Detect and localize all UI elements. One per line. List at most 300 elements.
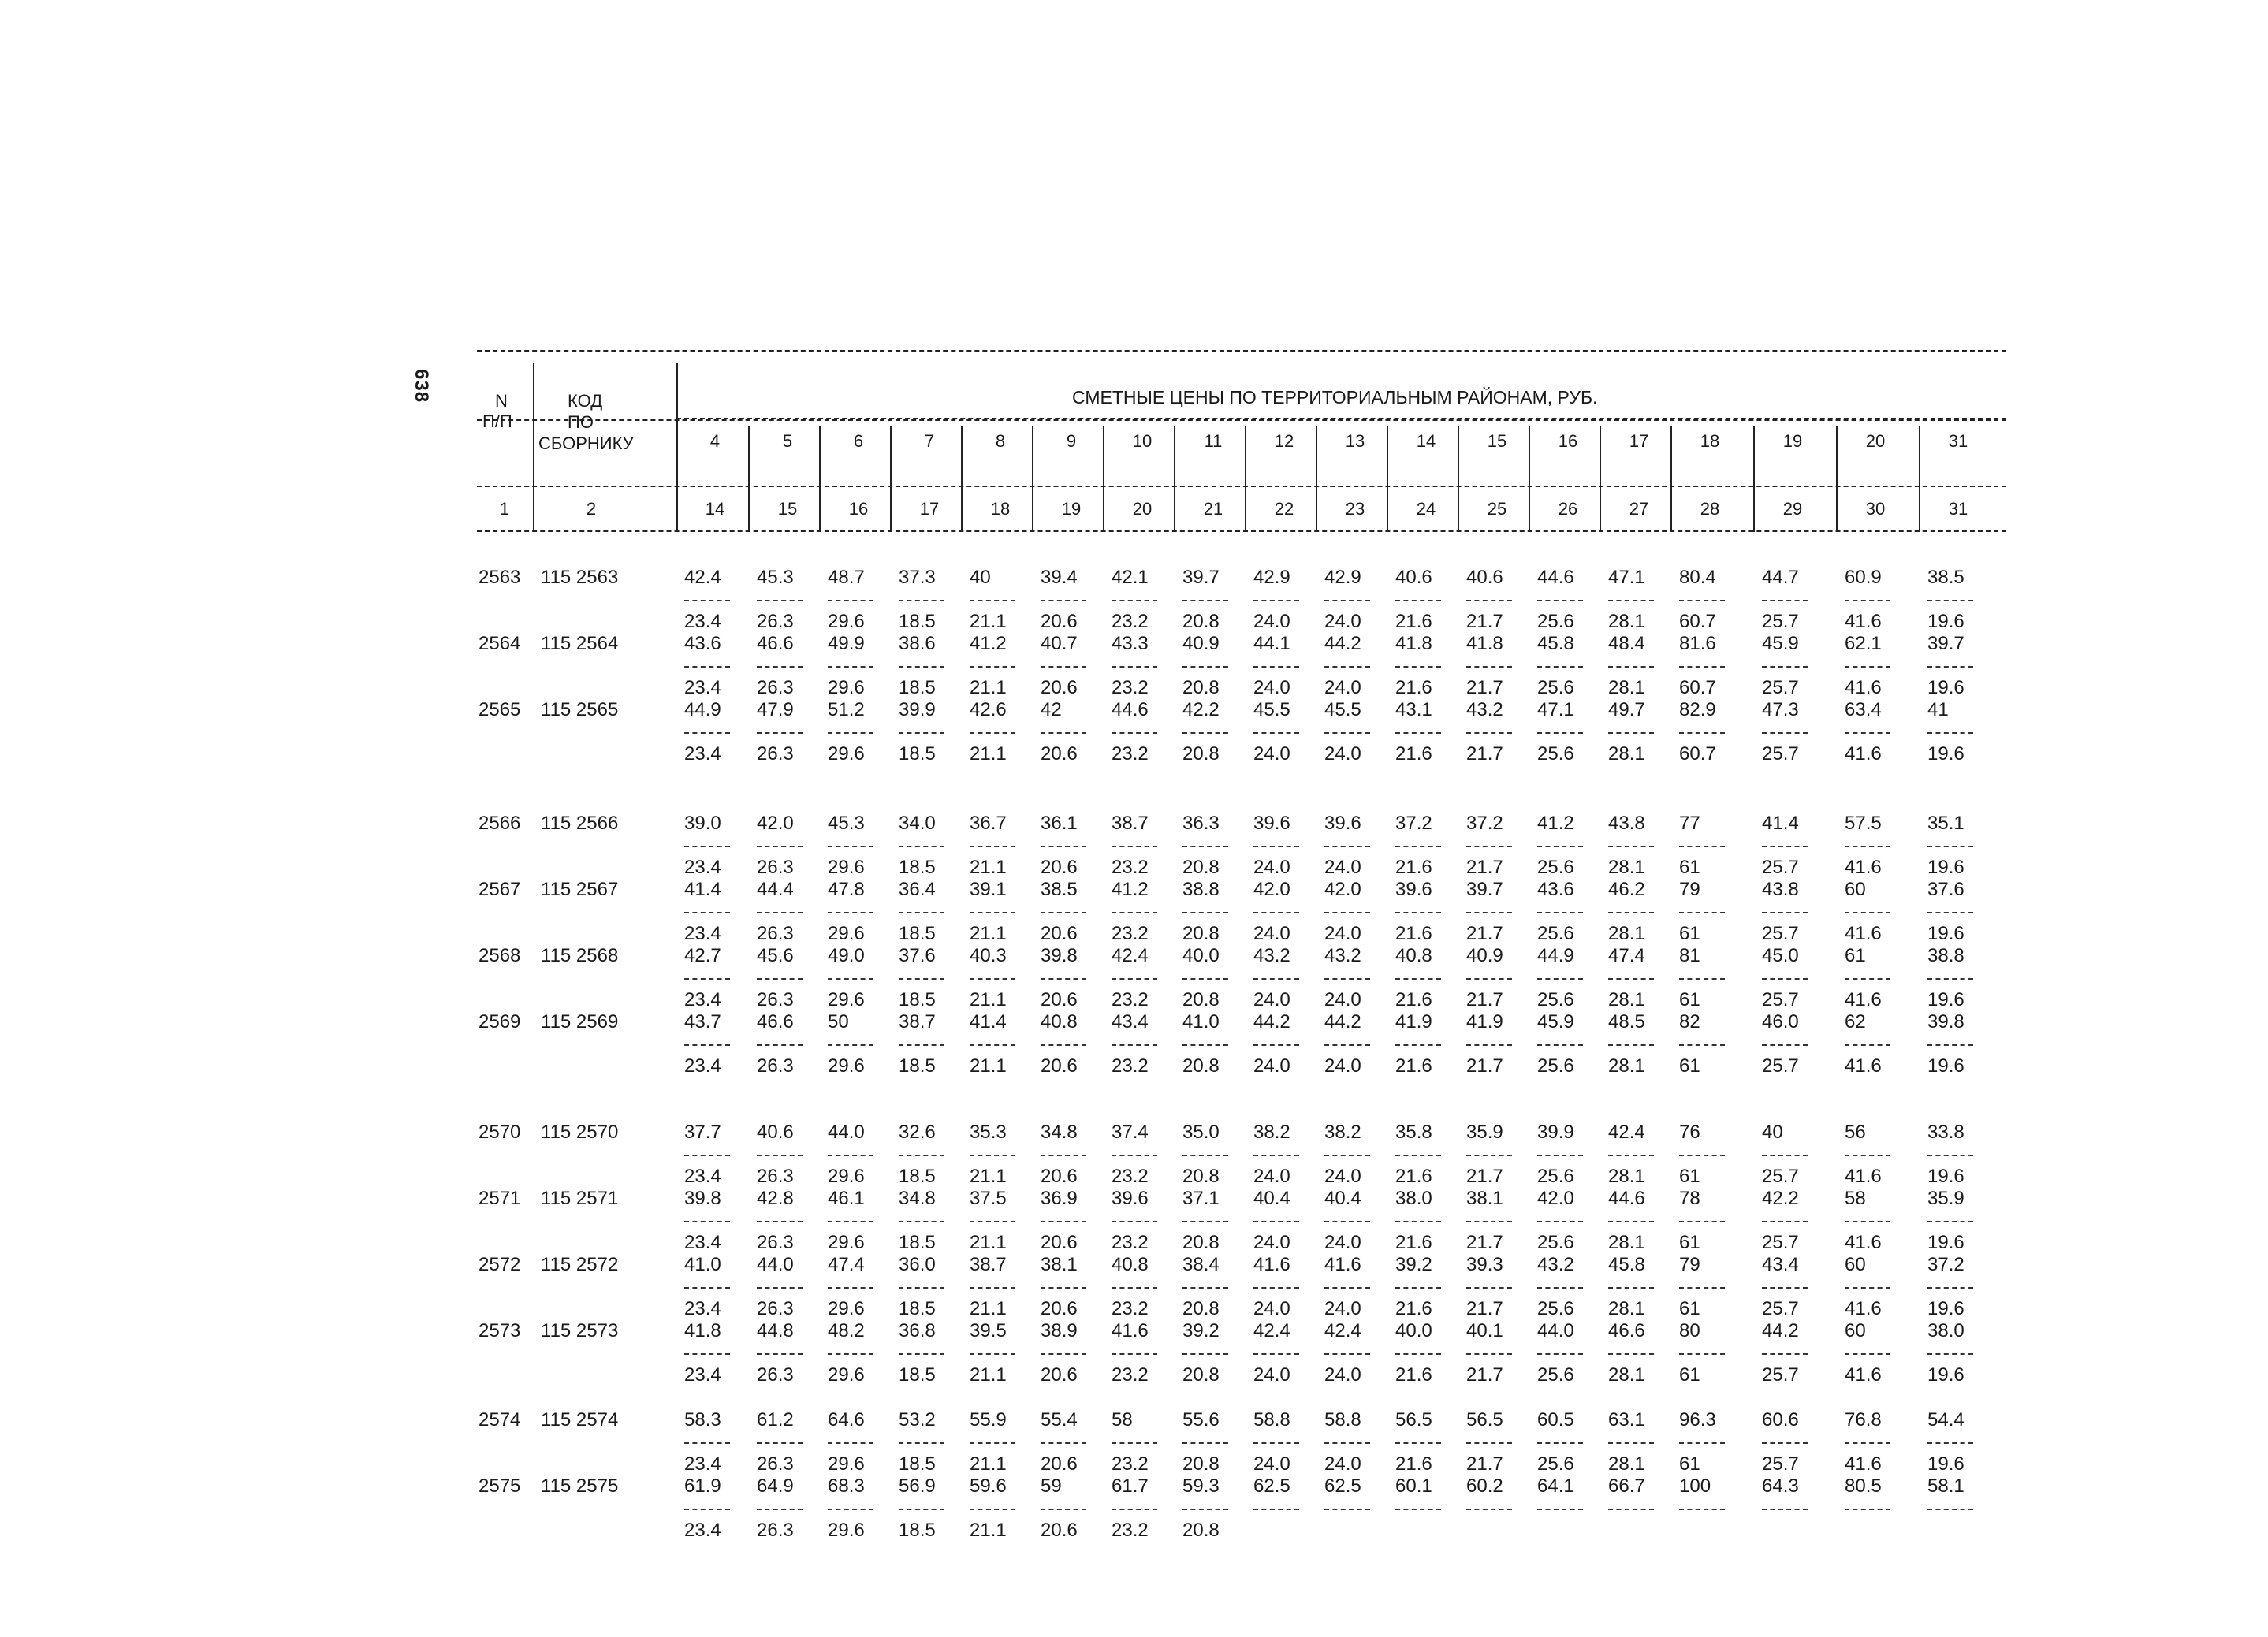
price-denominator: 21.6 xyxy=(1395,989,1432,1010)
fraction-bar xyxy=(1466,978,1512,980)
fraction-bar xyxy=(1041,1221,1086,1222)
header-divider xyxy=(1753,426,1755,532)
price-numerator: 43.8 xyxy=(1762,879,1799,900)
fraction-bar xyxy=(1324,600,1370,601)
price-numerator: 48.4 xyxy=(1608,633,1645,654)
price-denominator: 28.1 xyxy=(1608,1364,1645,1386)
fraction-bar xyxy=(1537,732,1583,734)
price-numerator: 41.8 xyxy=(1466,633,1503,654)
fraction-bar xyxy=(1845,1155,1890,1156)
fraction-bar xyxy=(1679,1221,1725,1222)
price-denominator: 20.8 xyxy=(1182,857,1220,878)
price-numerator: 36.7 xyxy=(970,813,1007,834)
header-divider xyxy=(819,426,821,532)
price-denominator: 41.6 xyxy=(1845,1364,1882,1386)
price-denominator: 18.5 xyxy=(899,1055,936,1077)
price-numerator: 44.9 xyxy=(684,699,721,720)
price-denominator: 18.5 xyxy=(899,923,936,944)
price-numerator: 32.6 xyxy=(899,1122,936,1143)
price-denominator: 41.6 xyxy=(1845,677,1882,698)
price-denominator: 25.6 xyxy=(1537,611,1574,632)
price-numerator: 36.0 xyxy=(899,1254,936,1275)
price-numerator: 38.2 xyxy=(1253,1122,1290,1143)
fraction-bar xyxy=(1762,1442,1808,1444)
fraction-bar xyxy=(828,846,873,847)
district-number: 5 xyxy=(782,431,793,451)
fraction-bar xyxy=(757,1044,803,1046)
fraction-bar xyxy=(1845,732,1890,734)
column-number: 29 xyxy=(1782,499,1803,519)
fraction-bar xyxy=(1927,1044,1973,1046)
price-denominator: 21.1 xyxy=(970,1364,1007,1386)
price-numerator: 33.8 xyxy=(1927,1122,1964,1143)
price-numerator: 59.3 xyxy=(1182,1475,1220,1497)
price-numerator: 44.6 xyxy=(1537,567,1574,588)
price-numerator: 44.2 xyxy=(1762,1320,1799,1341)
fraction-bar xyxy=(970,912,1015,913)
price-numerator: 42.2 xyxy=(1182,699,1220,720)
price-denominator: 21.7 xyxy=(1466,677,1503,698)
price-denominator: 23.4 xyxy=(684,1520,721,1541)
price-numerator: 43.3 xyxy=(1112,633,1149,654)
price-denominator: 23.2 xyxy=(1112,1232,1149,1253)
district-number: 9 xyxy=(1066,431,1077,451)
price-denominator: 24.0 xyxy=(1253,857,1290,878)
fraction-bar xyxy=(828,1221,873,1222)
price-denominator: 23.2 xyxy=(1112,1520,1149,1541)
price-denominator: 41.6 xyxy=(1845,1298,1882,1319)
price-numerator: 58.8 xyxy=(1253,1409,1290,1431)
price-denominator: 28.1 xyxy=(1608,677,1645,698)
fraction-bar xyxy=(1845,978,1890,980)
column-number: 18 xyxy=(990,499,1011,519)
column-number: 28 xyxy=(1700,499,1720,519)
fraction-bar xyxy=(1845,1509,1890,1510)
price-denominator: 19.6 xyxy=(1927,857,1964,878)
price-numerator: 35.1 xyxy=(1927,813,1964,834)
price-denominator: 21.1 xyxy=(970,611,1007,632)
fraction-bar xyxy=(1845,1287,1890,1289)
fraction-bar xyxy=(1253,1221,1299,1222)
fraction-bar xyxy=(1041,846,1086,847)
price-numerator: 82.9 xyxy=(1679,699,1716,720)
fraction-bar xyxy=(970,1442,1015,1444)
price-numerator: 40.9 xyxy=(1466,945,1503,966)
price-denominator: 23.2 xyxy=(1112,989,1149,1010)
price-denominator: 20.6 xyxy=(1041,743,1078,765)
fraction-bar xyxy=(1182,1044,1228,1046)
price-numerator: 35.9 xyxy=(1927,1188,1964,1209)
price-denominator: 20.6 xyxy=(1041,989,1078,1010)
fraction-bar xyxy=(970,1353,1015,1355)
price-numerator: 38.9 xyxy=(1041,1320,1078,1341)
district-number: 31 xyxy=(1948,431,1968,451)
price-numerator: 42.7 xyxy=(684,945,721,966)
price-numerator: 63.1 xyxy=(1608,1409,1645,1431)
price-numerator: 39.3 xyxy=(1466,1254,1503,1275)
price-denominator: 19.6 xyxy=(1927,1364,1964,1386)
row-code: 115 2564 xyxy=(541,633,619,654)
fraction-bar xyxy=(1324,1442,1370,1444)
fraction-bar xyxy=(1927,846,1973,847)
price-numerator: 100 xyxy=(1679,1475,1711,1497)
price-denominator: 23.2 xyxy=(1112,923,1149,944)
fraction-bar xyxy=(899,732,944,734)
fraction-bar xyxy=(970,1155,1015,1156)
price-numerator: 46.1 xyxy=(828,1188,865,1209)
price-denominator: 21.6 xyxy=(1395,1055,1432,1077)
price-numerator: 55.4 xyxy=(1041,1409,1078,1431)
fraction-bar xyxy=(1466,1509,1512,1510)
price-denominator: 20.8 xyxy=(1182,743,1220,765)
district-number: 11 xyxy=(1204,431,1223,451)
price-denominator: 24.0 xyxy=(1324,923,1361,944)
price-numerator: 51.2 xyxy=(828,699,865,720)
fraction-bar xyxy=(1608,1221,1654,1222)
price-denominator: 20.8 xyxy=(1182,989,1220,1010)
price-numerator: 47.3 xyxy=(1762,699,1799,720)
price-numerator: 61.9 xyxy=(684,1475,721,1497)
price-numerator: 35.0 xyxy=(1182,1122,1220,1143)
price-numerator: 37.6 xyxy=(899,945,936,966)
fraction-bar xyxy=(1182,978,1228,980)
price-numerator: 43.4 xyxy=(1112,1011,1149,1032)
price-denominator: 29.6 xyxy=(828,1298,865,1319)
column-number: 20 xyxy=(1132,499,1153,519)
price-denominator: 25.6 xyxy=(1537,1232,1574,1253)
price-denominator: 25.6 xyxy=(1537,923,1574,944)
price-denominator: 23.4 xyxy=(684,1453,721,1475)
row-code: 115 2568 xyxy=(541,945,619,966)
price-denominator: 28.1 xyxy=(1608,611,1645,632)
price-numerator: 38.2 xyxy=(1324,1122,1361,1143)
fraction-bar xyxy=(1845,1442,1890,1444)
fraction-bar xyxy=(1679,1353,1725,1355)
fraction-bar xyxy=(757,1442,803,1444)
fraction-bar xyxy=(1537,1155,1583,1156)
header-divider xyxy=(1032,426,1033,532)
price-numerator: 68.3 xyxy=(828,1475,865,1497)
fraction-bar xyxy=(1466,1044,1512,1046)
price-denominator: 26.3 xyxy=(757,857,794,878)
price-denominator: 29.6 xyxy=(828,1364,865,1386)
price-numerator: 43.2 xyxy=(1253,945,1290,966)
fraction-bar xyxy=(1762,1221,1808,1222)
price-denominator: 61 xyxy=(1679,923,1700,944)
price-denominator: 26.3 xyxy=(757,1520,794,1541)
fraction-bar xyxy=(1324,1221,1370,1222)
price-denominator: 61 xyxy=(1679,1166,1700,1187)
fraction-bar xyxy=(1608,732,1654,734)
fraction-bar xyxy=(1466,1221,1512,1222)
fraction-bar xyxy=(1395,1509,1441,1510)
price-numerator: 47.4 xyxy=(828,1254,865,1275)
price-numerator: 38.4 xyxy=(1182,1254,1220,1275)
fraction-bar xyxy=(1927,1353,1973,1355)
district-number: 10 xyxy=(1132,431,1153,451)
price-denominator: 60.7 xyxy=(1679,677,1716,698)
column-number: 22 xyxy=(1274,499,1294,519)
price-numerator: 42.6 xyxy=(970,699,1007,720)
price-numerator: 45.3 xyxy=(828,813,865,834)
price-numerator: 40.0 xyxy=(1395,1320,1432,1341)
price-denominator: 24.0 xyxy=(1253,1232,1290,1253)
price-denominator: 21.1 xyxy=(970,1298,1007,1319)
price-numerator: 46.6 xyxy=(757,1011,794,1032)
header-divider xyxy=(748,426,750,532)
price-denominator: 21.1 xyxy=(970,923,1007,944)
price-numerator: 39.8 xyxy=(684,1188,721,1209)
price-numerator: 53.2 xyxy=(899,1409,936,1431)
price-numerator: 64.9 xyxy=(757,1475,794,1497)
price-denominator: 41.6 xyxy=(1845,1166,1882,1187)
price-denominator: 19.6 xyxy=(1927,923,1964,944)
fraction-bar xyxy=(1395,1221,1441,1222)
fraction-bar xyxy=(1762,1155,1808,1156)
price-numerator: 62.1 xyxy=(1845,633,1882,654)
price-denominator: 21.6 xyxy=(1395,1232,1432,1253)
fraction-bar xyxy=(1324,1353,1370,1355)
price-denominator: 20.8 xyxy=(1182,611,1220,632)
price-denominator: 21.1 xyxy=(970,1520,1007,1541)
row-code: 115 2574 xyxy=(541,1409,619,1431)
fraction-bar xyxy=(1537,1442,1583,1444)
price-numerator: 37.1 xyxy=(1182,1188,1220,1209)
district-number: 20 xyxy=(1865,431,1886,451)
header-divider xyxy=(1919,426,1920,532)
fraction-bar xyxy=(1679,1044,1725,1046)
district-number: 12 xyxy=(1274,431,1294,451)
price-denominator: 24.0 xyxy=(1324,1364,1361,1386)
district-number: 8 xyxy=(995,431,1006,451)
price-denominator: 26.3 xyxy=(757,989,794,1010)
price-denominator: 61 xyxy=(1679,1298,1700,1319)
fraction-bar xyxy=(757,1155,803,1156)
price-numerator: 37.6 xyxy=(1927,879,1964,900)
price-numerator: 77 xyxy=(1679,813,1700,834)
fraction-bar xyxy=(684,1442,730,1444)
price-denominator: 21.6 xyxy=(1395,1364,1432,1386)
price-numerator: 42.2 xyxy=(1762,1188,1799,1209)
price-denominator: 23.2 xyxy=(1112,1453,1149,1475)
price-denominator: 21.1 xyxy=(970,1453,1007,1475)
row-code: 115 2565 xyxy=(541,699,619,720)
fraction-bar xyxy=(1845,1221,1890,1222)
price-denominator: 41.6 xyxy=(1845,1453,1882,1475)
fraction-bar xyxy=(684,846,730,847)
price-numerator: 54.4 xyxy=(1927,1409,1964,1431)
header-col-code: СБОРНИКУ xyxy=(538,433,634,453)
price-denominator: 18.5 xyxy=(899,1232,936,1253)
fraction-bar xyxy=(1762,1353,1808,1355)
row-code: 115 2575 xyxy=(541,1475,619,1497)
fraction-bar xyxy=(1324,1044,1370,1046)
fraction-bar xyxy=(828,600,873,601)
header-col-code: ПО xyxy=(568,412,594,432)
price-numerator: 40.9 xyxy=(1182,633,1220,654)
price-numerator: 40.8 xyxy=(1395,945,1432,966)
price-numerator: 44.7 xyxy=(1762,567,1799,588)
price-numerator: 38.7 xyxy=(899,1011,936,1032)
price-denominator: 21.7 xyxy=(1466,1232,1503,1253)
price-denominator: 20.6 xyxy=(1041,611,1078,632)
price-numerator: 39.1 xyxy=(970,879,1007,900)
row-number: 2574 xyxy=(479,1409,521,1431)
fraction-bar xyxy=(1608,1287,1654,1289)
fraction-bar xyxy=(757,666,803,668)
price-numerator: 76 xyxy=(1679,1122,1700,1143)
column-number: 31 xyxy=(1948,499,1968,519)
price-numerator: 48.2 xyxy=(828,1320,865,1341)
fraction-bar xyxy=(684,978,730,980)
price-denominator: 41.6 xyxy=(1845,743,1882,765)
price-numerator: 80.5 xyxy=(1845,1475,1882,1497)
fraction-bar xyxy=(1927,732,1973,734)
header-col-code: КОД xyxy=(568,391,603,411)
fraction-bar xyxy=(1927,1155,1973,1156)
price-numerator: 60 xyxy=(1845,879,1866,900)
district-number: 4 xyxy=(709,431,721,451)
price-denominator: 21.7 xyxy=(1466,857,1503,878)
price-numerator: 47.1 xyxy=(1537,699,1574,720)
price-numerator: 38.5 xyxy=(1927,567,1964,588)
fraction-bar xyxy=(828,1044,873,1046)
fraction-bar xyxy=(1608,1442,1654,1444)
price-denominator: 61 xyxy=(1679,857,1700,878)
price-numerator: 57.5 xyxy=(1845,813,1882,834)
fraction-bar xyxy=(1608,666,1654,668)
price-denominator: 18.5 xyxy=(899,1298,936,1319)
price-numerator: 81 xyxy=(1679,945,1700,966)
price-numerator: 56 xyxy=(1845,1122,1866,1143)
fraction-bar xyxy=(1679,666,1725,668)
price-numerator: 58.8 xyxy=(1324,1409,1361,1431)
price-numerator: 41.2 xyxy=(1112,879,1149,900)
header-divider xyxy=(1529,426,1530,532)
price-numerator: 37.3 xyxy=(899,567,936,588)
price-denominator: 28.1 xyxy=(1608,1453,1645,1475)
price-denominator: 19.6 xyxy=(1927,989,1964,1010)
fraction-bar xyxy=(1608,846,1654,847)
price-denominator: 21.6 xyxy=(1395,743,1432,765)
fraction-bar xyxy=(1466,1287,1512,1289)
price-denominator: 21.6 xyxy=(1395,611,1432,632)
price-denominator: 24.0 xyxy=(1324,857,1361,878)
price-numerator: 47.8 xyxy=(828,879,865,900)
fraction-bar xyxy=(1182,1155,1228,1156)
price-numerator: 34.8 xyxy=(899,1188,936,1209)
price-numerator: 36.4 xyxy=(899,879,936,900)
header-rule xyxy=(676,418,2006,419)
header-divider xyxy=(1103,426,1104,532)
price-denominator: 26.3 xyxy=(757,677,794,698)
fraction-bar xyxy=(1253,846,1299,847)
fraction-bar xyxy=(1253,666,1299,668)
district-number: 17 xyxy=(1629,431,1649,451)
fraction-bar xyxy=(1253,1442,1299,1444)
price-denominator: 61 xyxy=(1679,989,1700,1010)
price-numerator: 55.6 xyxy=(1182,1409,1220,1431)
price-numerator: 38.7 xyxy=(1112,813,1149,834)
fraction-bar xyxy=(1041,1509,1086,1510)
price-numerator: 61.7 xyxy=(1112,1475,1149,1497)
fraction-bar xyxy=(1395,666,1441,668)
fraction-bar xyxy=(1762,912,1808,913)
fraction-bar xyxy=(1395,732,1441,734)
price-numerator: 61.2 xyxy=(757,1409,794,1431)
fraction-bar xyxy=(1041,732,1086,734)
fraction-bar xyxy=(1466,600,1512,601)
fraction-bar xyxy=(1182,912,1228,913)
header-col-n: N xyxy=(495,391,508,411)
fraction-bar xyxy=(684,1155,730,1156)
price-denominator: 18.5 xyxy=(899,857,936,878)
fraction-bar xyxy=(828,1509,873,1510)
price-numerator: 39.8 xyxy=(1041,945,1078,966)
fraction-bar xyxy=(757,732,803,734)
price-denominator: 29.6 xyxy=(828,1232,865,1253)
fraction-bar xyxy=(757,1221,803,1222)
price-numerator: 49.0 xyxy=(828,945,865,966)
fraction-bar xyxy=(757,1287,803,1289)
price-numerator: 62.5 xyxy=(1324,1475,1361,1497)
fraction-bar xyxy=(1537,912,1583,913)
price-numerator: 36.1 xyxy=(1041,813,1078,834)
fraction-bar xyxy=(1182,600,1228,601)
fraction-bar xyxy=(1927,1221,1973,1222)
price-denominator: 24.0 xyxy=(1324,1055,1361,1077)
row-code: 115 2566 xyxy=(541,813,619,834)
price-numerator: 39.7 xyxy=(1182,567,1220,588)
price-denominator: 25.7 xyxy=(1762,989,1799,1010)
price-denominator: 23.2 xyxy=(1112,1298,1149,1319)
fraction-bar xyxy=(970,978,1015,980)
price-denominator: 20.8 xyxy=(1182,1166,1220,1187)
price-numerator: 38.1 xyxy=(1041,1254,1078,1275)
price-numerator: 43.8 xyxy=(1608,813,1645,834)
row-number: 2572 xyxy=(479,1254,521,1275)
price-denominator: 20.6 xyxy=(1041,1166,1078,1187)
price-numerator: 42.0 xyxy=(757,813,794,834)
price-denominator: 25.7 xyxy=(1762,611,1799,632)
price-numerator: 41.6 xyxy=(1324,1254,1361,1275)
header-rule xyxy=(477,419,2006,421)
fraction-bar xyxy=(1041,666,1086,668)
price-denominator: 28.1 xyxy=(1608,857,1645,878)
price-numerator: 60.9 xyxy=(1845,567,1882,588)
row-number: 2573 xyxy=(479,1320,521,1341)
price-numerator: 41.0 xyxy=(684,1254,721,1275)
fraction-bar xyxy=(1041,1353,1086,1355)
fraction-bar xyxy=(1762,1044,1808,1046)
price-denominator: 23.4 xyxy=(684,989,721,1010)
fraction-bar xyxy=(1845,912,1890,913)
price-numerator: 43.7 xyxy=(684,1011,721,1032)
fraction-bar xyxy=(828,912,873,913)
fraction-bar xyxy=(970,600,1015,601)
column-number: 23 xyxy=(1345,499,1365,519)
price-numerator: 39.6 xyxy=(1112,1188,1149,1209)
row-number: 2567 xyxy=(479,879,521,900)
fraction-bar xyxy=(1041,1287,1086,1289)
price-denominator: 18.5 xyxy=(899,1166,936,1187)
price-numerator: 81.6 xyxy=(1679,633,1716,654)
row-code: 115 2570 xyxy=(541,1122,619,1143)
fraction-bar xyxy=(1112,1044,1157,1046)
price-numerator: 45.9 xyxy=(1537,1011,1574,1032)
row-number: 2571 xyxy=(479,1188,521,1209)
fraction-bar xyxy=(1679,600,1725,601)
